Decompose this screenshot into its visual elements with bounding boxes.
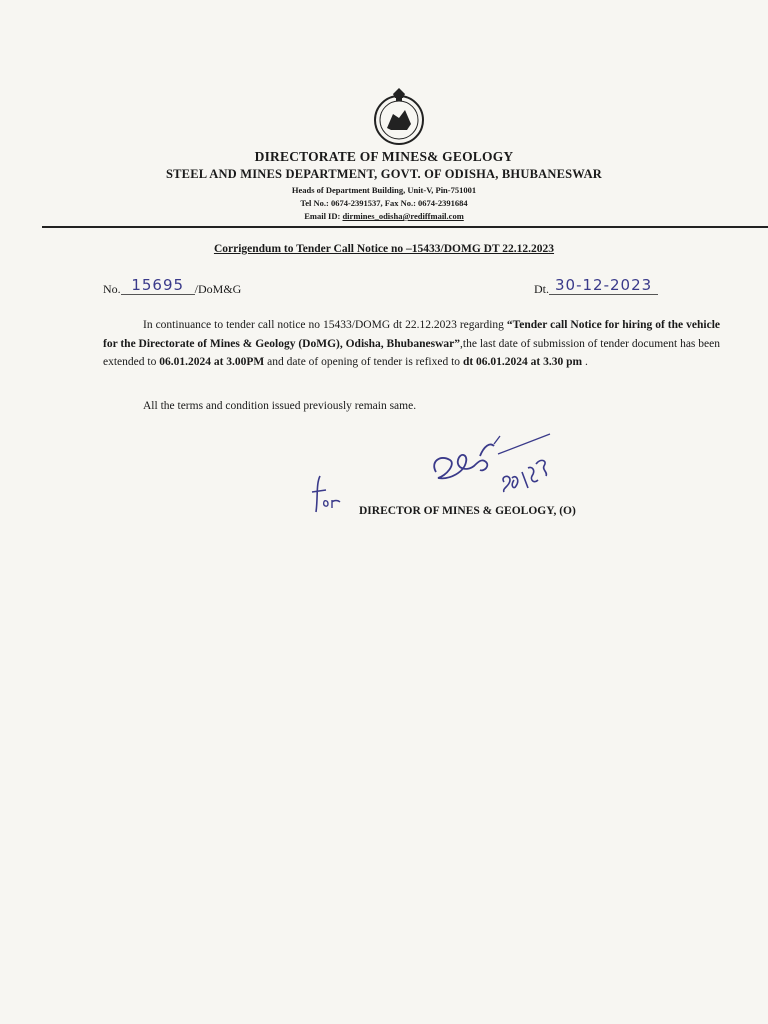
department-name: STEEL AND MINES DEPARTMENT, GOVT. OF ODISHA, BHUBANESWAR — [165, 167, 603, 181]
ref-date-label: Dt. — [534, 282, 549, 296]
header-divider — [42, 226, 768, 228]
ref-date-handwritten: 30-12-2023 — [549, 276, 658, 295]
subject-text: Corrigendum to Tender Call Notice no –15433/DOMG DT 22.12.2023 — [213, 243, 555, 255]
email-label: Email ID: — [304, 211, 341, 221]
body-text-3: and date of opening of tender is refixed to — [264, 356, 463, 368]
subject-line — [0, 243, 768, 255]
body-tender-title: “Tender call Notice for hiring of the vehicle for the Directorate of Mines & Geology (DoMG), Odisha, Bhubaneswar” — [103, 319, 720, 350]
reference-date — [534, 276, 658, 298]
terms-paragraph: All the terms and condition issued previously remain same. — [143, 400, 417, 412]
ref-no-suffix: /DoM&G — [194, 282, 242, 296]
odisha-emblem-icon — [363, 84, 435, 150]
address: Heads of Department Building, Unit-V, Pin-751001 — [291, 185, 477, 195]
body-paragraph — [103, 316, 720, 372]
org-name: DIRECTORATE OF MINES& GEOLOGY — [254, 149, 514, 164]
handwritten-for — [306, 472, 346, 524]
contact-numbers: Tel No.: 0674-2391537, Fax No.: 0674-2391684 — [300, 198, 468, 208]
email-link[interactable]: dirmines_odisha@rediffmail.com — [342, 211, 464, 221]
reference-number — [103, 276, 242, 298]
body-submission-deadline: 06.01.2024 at 3.00PM — [159, 356, 265, 368]
signatory-designation: DIRECTOR OF MINES & GEOLOGY, (O) — [359, 505, 576, 517]
director-signature — [420, 432, 580, 502]
ref-no-handwritten: 15695 — [121, 276, 195, 295]
body-text-2: ,the last date of submission of tender document has been extended to — [103, 337, 720, 368]
email-line — [0, 211, 768, 221]
ref-no-label: No. — [103, 282, 121, 296]
body-text-1: In continuance to tender call notice no 15433/DOMG dt 22.12.2023 regarding — [143, 319, 507, 331]
body-text-4: . — [582, 356, 588, 368]
body-opening-date: dt 06.01.2024 at 3.30 pm — [462, 356, 583, 368]
